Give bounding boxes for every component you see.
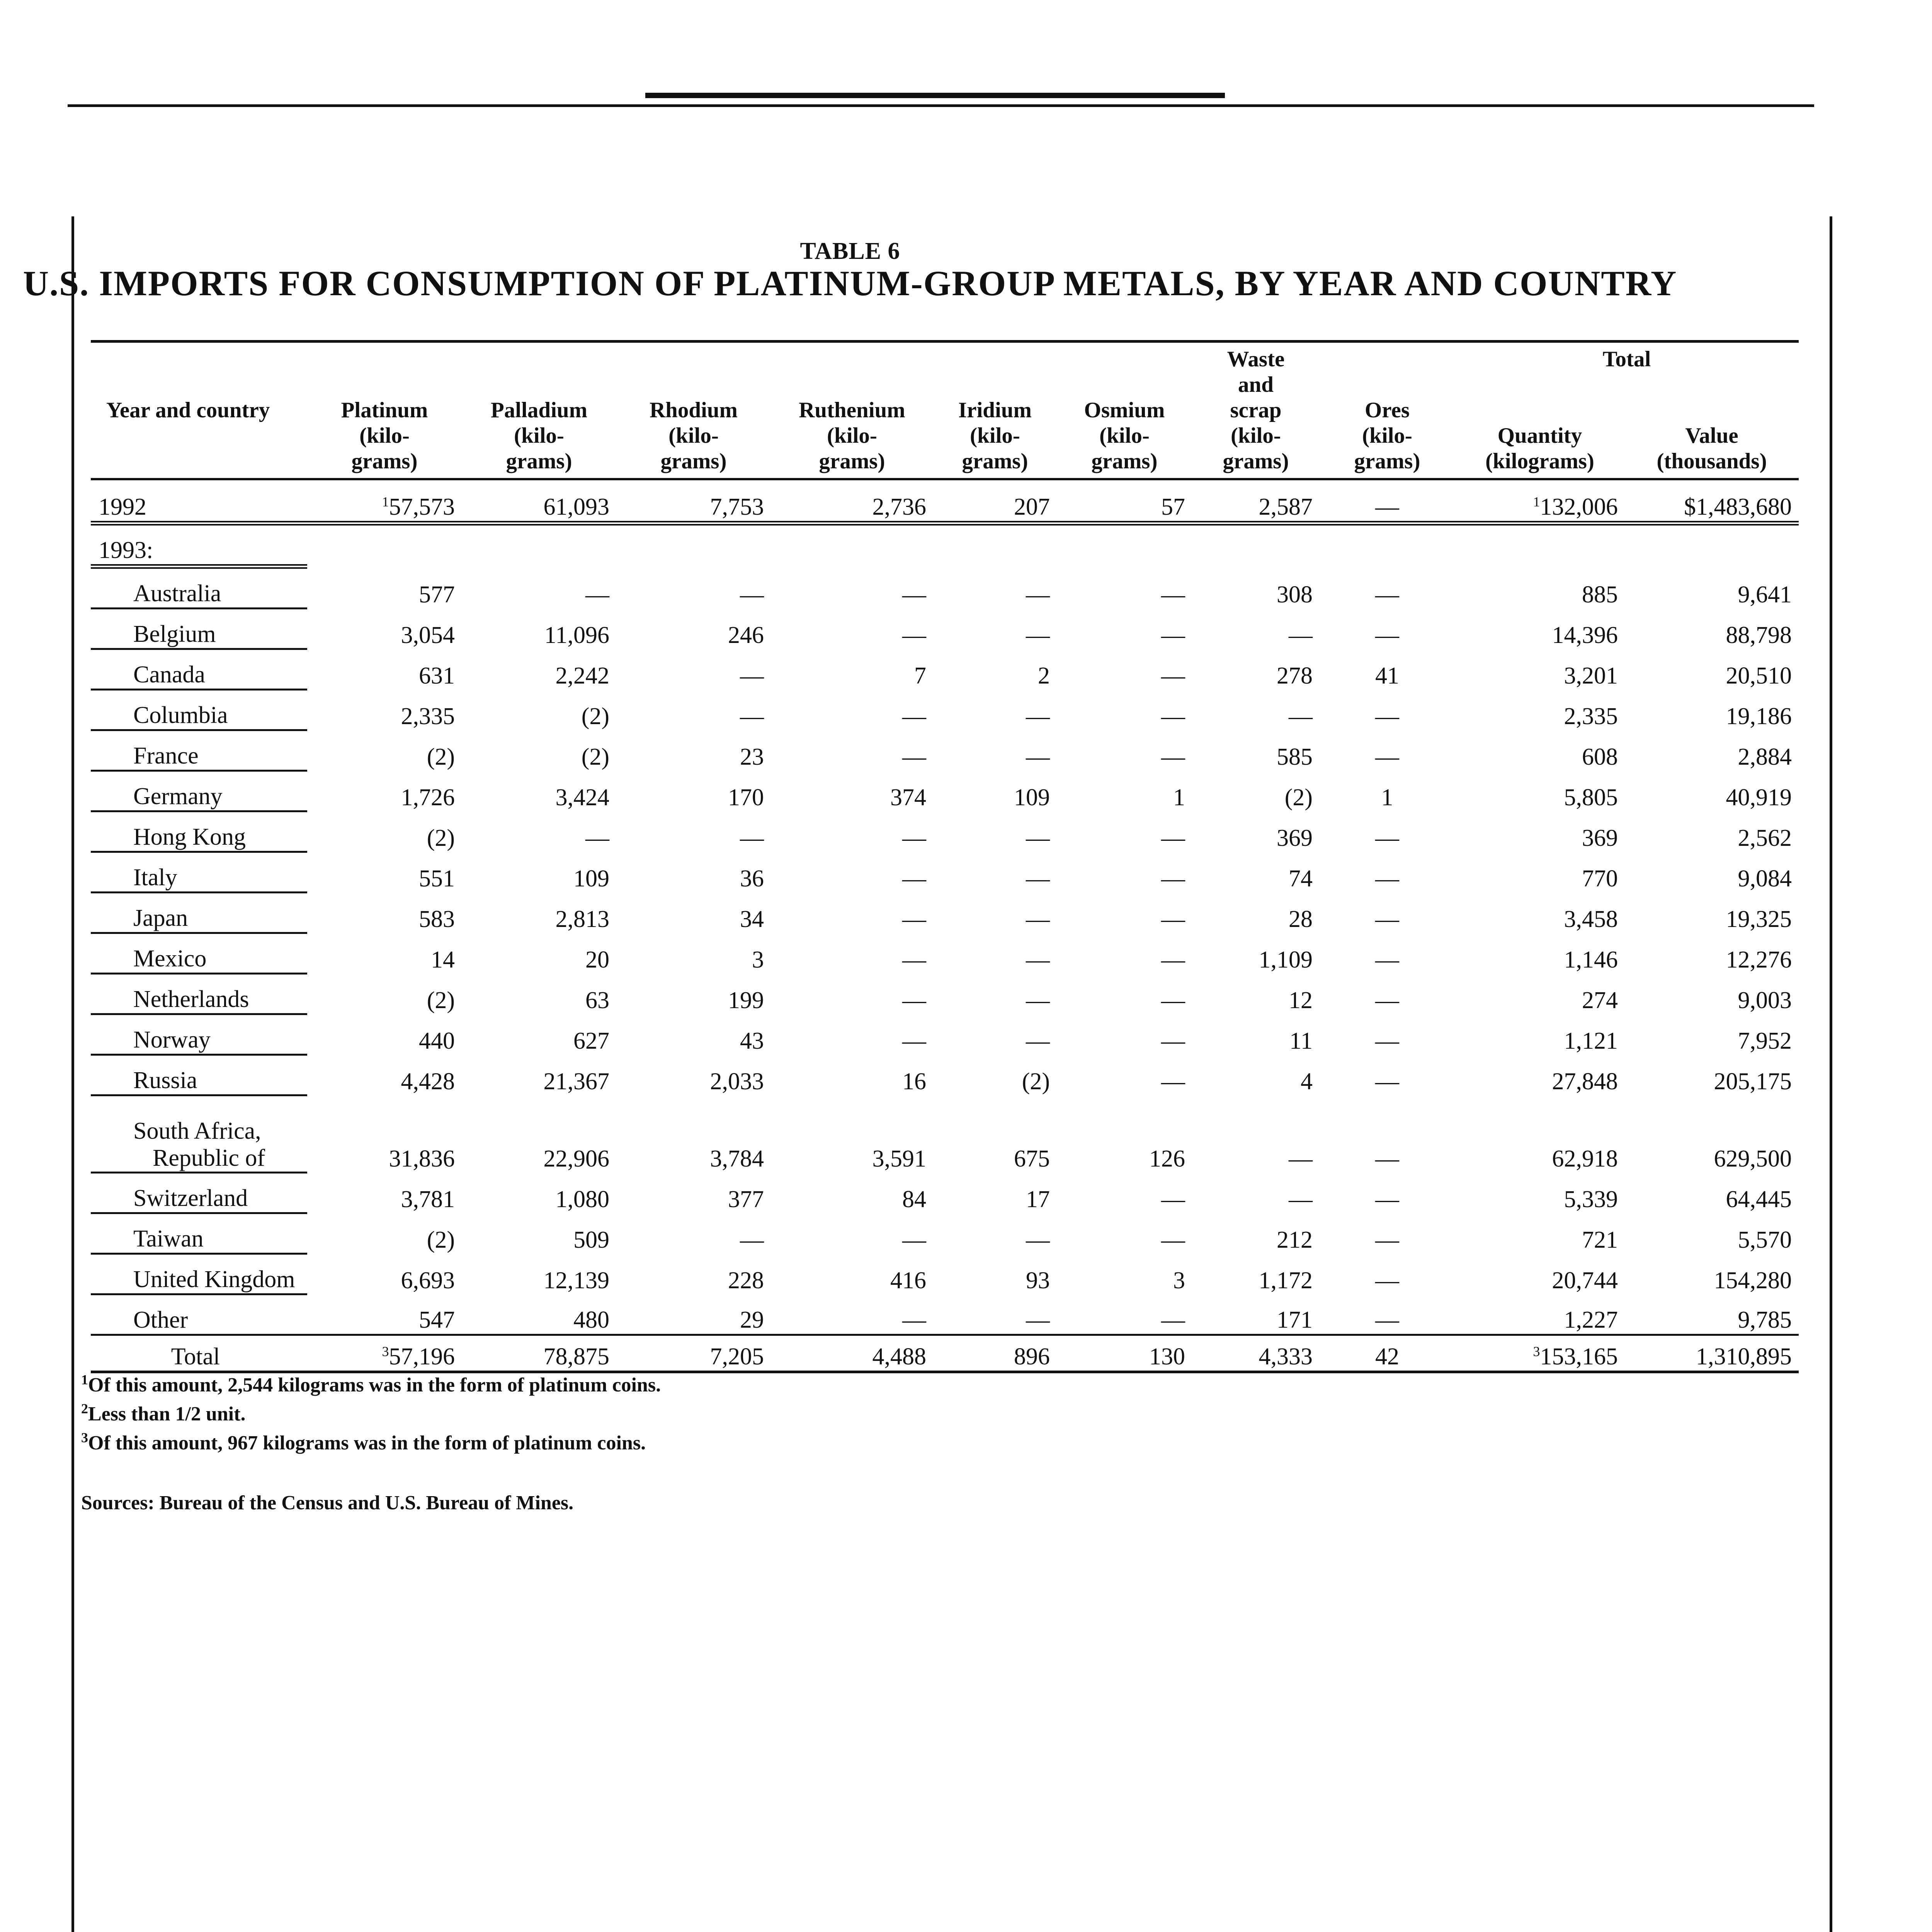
cell-iridium: 109 [1014,784,1050,811]
cell-palladium: 509 [573,1226,609,1253]
cell-quantity: 608 [1582,743,1618,770]
cell-value: $1,483,680 [1625,479,1799,523]
cell-ruthenium: 416 [890,1267,926,1294]
cell-ores: — [1375,622,1399,648]
cell-rhodium: 170 [728,784,764,811]
sources-note: Sources: Bureau of the Census and U.S. Bureau of Mines. [81,1492,574,1514]
cell-platinum: 3,781 [401,1186,455,1213]
cell-palladium: 2,242 [555,662,609,689]
cell-quantity: 20,744 [1552,1267,1618,1294]
cell-iridium: — [1026,946,1050,973]
cell-palladium: 109 [573,865,609,892]
cell-iridium: — [933,1294,1057,1335]
cell-osmium: — [1057,1294,1192,1335]
cell-value: 154,280 [1714,1267,1792,1294]
cell-rhodium: — [740,1226,764,1253]
cell-osmium: — [1161,1186,1185,1213]
table-row [91,1213,1799,1254]
cell-platinum: 2,335 [401,703,455,730]
cell-ruthenium: — [902,906,926,932]
cell-iridium: — [1026,622,1050,648]
cell-value: 9,641 [1738,581,1792,608]
cell-palladium: 20 [585,946,609,973]
cell-waste: — [1289,1145,1313,1172]
header-value: Value (thousands) [1625,392,1799,479]
cell-osmium: — [1161,946,1185,973]
cell-palladium: 1,080 [555,1186,609,1213]
cell-osmium: — [1161,743,1185,770]
cell-osmium: — [1161,906,1185,932]
footnote-1: $^1$Of this amount, 2,544 kilograms was in the form of platinum coins. [81,1372,661,1396]
table-row [91,1254,1799,1294]
row-1993-label [91,523,1799,566]
cell-ores: — [1320,1294,1455,1335]
cell-iridium: 17 [1026,1186,1050,1213]
cell-value: 9,003 [1738,987,1792,1014]
row-label: Total [171,1344,220,1370]
table-row [91,933,1799,974]
header-osmium: Osmium (kilo- grams) [1057,342,1192,480]
cell-ores: — [1375,1068,1399,1095]
cell-quantity: 770 [1582,865,1618,892]
cell-value: 19,325 [1726,906,1792,932]
imports-table [91,340,1799,1373]
cell-platinum: 631 [419,662,455,689]
cell-platinum: (2) [427,987,455,1014]
table-row [91,690,1799,730]
cell-ores: 41 [1375,662,1399,689]
cell-palladium: 63 [585,987,609,1014]
cell-ruthenium: — [902,865,926,892]
cell-ruthenium: 84 [902,1186,926,1213]
header-iridium: Iridium (kilo- grams) [933,342,1057,480]
top-rule [68,104,1814,107]
header-platinum: Platinum (kilo- grams) [307,342,462,480]
country-name: Italy [91,852,307,893]
cell-rhodium: 7,753 [616,479,771,523]
country-name: Mexico [91,933,307,974]
cell-value: 1,310,895 [1696,1344,1792,1370]
cell-ores: — [1375,581,1399,608]
cell-quantity: $^1$132,006 [1455,479,1625,523]
cell-osmium: — [1161,581,1185,608]
top-rule-thick [645,93,1225,98]
header-waste-scrap: Waste and scrap (kilo- grams) [1192,342,1320,480]
cell-osmium: 130 [1149,1344,1185,1370]
cell-iridium: 675 [1014,1145,1050,1172]
cell-platinum: 14 [431,946,455,973]
cell-value: 64,445 [1726,1186,1792,1213]
header-year-country: Year and country [91,342,307,480]
cell-waste: 369 [1277,825,1313,851]
cell-value: 9,785 [1625,1294,1799,1335]
country-name: Norway [91,1014,307,1055]
cell-rhodium: 36 [740,865,764,892]
cell-waste: — [1289,703,1313,730]
cell-rhodium: 3,784 [710,1145,764,1172]
cell-palladium: — [585,581,609,608]
cell-ruthenium: 7 [914,662,926,689]
cell-palladium: — [585,825,609,851]
left-margin-rule [71,216,74,1932]
cell-value: 7,952 [1738,1027,1792,1054]
country-name: Russia [91,1055,307,1095]
cell-rhodium: 228 [728,1267,764,1294]
cell-iridium: 93 [1026,1267,1050,1294]
cell-ruthenium: — [902,946,926,973]
cell-quantity: 369 [1582,825,1618,851]
cell-value: 19,186 [1726,703,1792,730]
country-name: Columbia [91,690,307,730]
cell-iridium: — [1026,581,1050,608]
cell-waste: 212 [1277,1226,1313,1253]
cell-iridium: 896 [1014,1344,1050,1370]
header-total: Total [1602,347,1651,371]
cell-quantity: 721 [1582,1226,1618,1253]
cell-waste: 12 [1289,987,1313,1014]
cell-iridium: — [1026,703,1050,730]
cell-waste: 1,172 [1259,1267,1313,1294]
cell-quantity: 1,146 [1564,946,1618,973]
table-row [91,771,1799,811]
cell-osmium: — [1161,987,1185,1014]
cell-platinum: 1,726 [401,784,455,811]
cell-palladium: 2,813 [555,906,609,932]
cell-waste: 4 [1301,1068,1313,1095]
cell-waste: 171 [1192,1294,1320,1335]
country-name: Australia [91,566,307,609]
cell-platinum: 31,836 [389,1145,455,1172]
cell-ruthenium: 3,591 [872,1145,926,1172]
table-row [91,609,1799,649]
cell-osmium: 1 [1173,784,1185,811]
cell-palladium: 12,139 [543,1267,609,1294]
cell-platinum: $^1$57,573 [307,479,462,523]
cell-value: 20,510 [1726,662,1792,689]
cell-rhodium: — [740,662,764,689]
cell-platinum: (2) [427,743,455,770]
cell-waste: 74 [1289,865,1313,892]
cell-waste: (2) [1284,784,1313,811]
table-row [91,893,1799,933]
cell-quantity: 5,805 [1564,784,1618,811]
cell-iridium: — [1026,743,1050,770]
cell-palladium: 22,906 [543,1145,609,1172]
cell-quantity: 274 [1582,987,1618,1014]
cell-iridium: 207 [933,479,1057,523]
table-row [91,1095,1799,1173]
header-ruthenium: Ruthenium (kilo- grams) [771,342,933,480]
cell-waste: 2,587 [1192,479,1320,523]
cell-ruthenium: — [902,1027,926,1054]
cell-osmium: 57 [1057,479,1192,523]
cell-waste: 1,109 [1259,946,1313,973]
footnote-3: $^3$Of this amount, 967 kilograms was in the form of platinum coins. [81,1430,646,1454]
cell-platinum: $^3$57,196 [382,1344,455,1370]
cell-osmium: — [1161,1027,1185,1054]
cell-palladium: 11,096 [544,622,609,648]
cell-waste: 278 [1277,662,1313,689]
cell-palladium: 480 [462,1294,616,1335]
cell-osmium: — [1161,1068,1185,1095]
cell-iridium: — [1026,1226,1050,1253]
cell-ores: — [1375,865,1399,892]
cell-rhodium: 246 [728,622,764,648]
cell-quantity: 1,121 [1564,1027,1618,1054]
cell-value: 12,276 [1726,946,1792,973]
cell-iridium: — [1026,1027,1050,1054]
table-row [91,730,1799,771]
cell-platinum: 583 [419,906,455,932]
cell-quantity: 2,335 [1564,703,1618,730]
country-name: United Kingdom [91,1254,307,1294]
country-name: Germany [91,771,307,811]
cell-rhodium: 29 [616,1294,771,1335]
cell-value: 2,884 [1738,743,1792,770]
cell-iridium: (2) [1022,1068,1050,1095]
cell-ruthenium: — [771,1294,933,1335]
table-row [91,811,1799,852]
cell-platinum: 577 [419,581,455,608]
cell-waste: 11 [1289,1027,1313,1054]
cell-palladium: (2) [581,743,609,770]
cell-ores: 1 [1381,784,1393,811]
cell-rhodium: 199 [728,987,764,1014]
cell-rhodium: 2,033 [710,1068,764,1095]
header-ores: Ores (kilo- grams) [1320,342,1455,480]
cell-iridium: 2 [1038,662,1050,689]
cell-waste: 585 [1277,743,1313,770]
cell-osmium: — [1161,703,1185,730]
cell-value: 629,500 [1714,1145,1792,1172]
header-rhodium: Rhodium (kilo- grams) [616,342,771,480]
row-1992 [91,479,1799,523]
country-name: Taiwan [91,1213,307,1254]
cell-ores: — [1375,743,1399,770]
cell-value: 5,570 [1738,1226,1792,1253]
country-name: Netherlands [91,974,307,1014]
footnote-2: $^2$Less than 1/2 unit. [81,1401,246,1425]
cell-osmium: — [1161,662,1185,689]
cell-value: 40,919 [1726,784,1792,811]
cell-ores: — [1375,1267,1399,1294]
cell-ruthenium: — [902,581,926,608]
cell-ruthenium: — [902,743,926,770]
cell-rhodium: 7,205 [710,1344,764,1370]
cell-rhodium: — [740,703,764,730]
table-row [91,566,1799,609]
cell-platinum: 4,428 [401,1068,455,1095]
cell-waste: — [1289,1186,1313,1213]
cell-ruthenium: 4,488 [872,1344,926,1370]
cell-quantity: 1,227 [1455,1294,1625,1335]
cell-ruthenium: 374 [890,784,926,811]
country-name: South Africa, Republic of [91,1095,307,1173]
cell-ruthenium: — [902,622,926,648]
cell-platinum: (2) [427,825,455,851]
cell-quantity: 3,201 [1564,662,1618,689]
header-quantity: Quantity (kilograms) [1455,392,1625,479]
cell-quantity: 3,458 [1564,906,1618,932]
cell-palladium: 21,367 [543,1068,609,1095]
table-row [91,974,1799,1014]
table-row [91,1014,1799,1055]
row-label: 1993: [91,523,307,566]
cell-rhodium: 23 [740,743,764,770]
cell-rhodium: 3 [752,946,764,973]
cell-osmium: 126 [1149,1145,1185,1172]
cell-ores: — [1375,987,1399,1014]
cell-ruthenium: 16 [902,1068,926,1095]
cell-platinum: 551 [419,865,455,892]
cell-waste: 28 [1289,906,1313,932]
cell-ores: 42 [1375,1344,1399,1370]
cell-platinum: 3,054 [401,622,455,648]
cell-quantity: 885 [1582,581,1618,608]
row-label: 1992 [91,479,307,523]
cell-rhodium: — [740,825,764,851]
cell-value: 88,798 [1726,622,1792,648]
cell-platinum: 6,693 [401,1267,455,1294]
cell-ruthenium: — [902,703,926,730]
right-margin-rule [1830,216,1832,1932]
table-row [91,1173,1799,1213]
cell-iridium: — [1026,987,1050,1014]
country-name: Belgium [91,609,307,649]
cell-ores: — [1375,825,1399,851]
cell-osmium: — [1161,622,1185,648]
cell-value: 9,084 [1738,865,1792,892]
table-row [91,1294,1799,1335]
cell-iridium: — [1026,865,1050,892]
cell-waste: 308 [1277,581,1313,608]
cell-palladium: (2) [581,703,609,730]
cell-quantity: 27,848 [1552,1068,1618,1095]
cell-ores: — [1375,906,1399,932]
cell-quantity: 62,918 [1552,1145,1618,1172]
cell-iridium: — [1026,825,1050,851]
cell-ores: — [1375,703,1399,730]
header-palladium: Palladium (kilo- grams) [462,342,616,480]
cell-palladium: 61,093 [462,479,616,523]
cell-ruthenium: — [902,987,926,1014]
country-name: Switzerland [91,1173,307,1213]
cell-ores: — [1320,479,1455,523]
cell-ores: — [1375,1226,1399,1253]
table-row [91,649,1799,690]
table-title: U.S. IMPORTS FOR CONSUMPTION OF PLATINUM-GROUP METALS, BY YEAR AND COUNTRY [23,264,1677,303]
cell-osmium: 3 [1173,1267,1185,1294]
country-name: Hong Kong [91,811,307,852]
cell-platinum: 440 [419,1027,455,1054]
cell-waste: — [1289,622,1313,648]
cell-platinum: (2) [427,1226,455,1253]
cell-palladium: 3,424 [555,784,609,811]
country-name: Japan [91,893,307,933]
cell-rhodium: 377 [728,1186,764,1213]
cell-waste: 4,333 [1259,1344,1313,1370]
cell-quantity: 14,396 [1552,622,1618,648]
cell-ores: — [1375,1186,1399,1213]
cell-palladium: 627 [573,1027,609,1054]
cell-value: 205,175 [1714,1068,1792,1095]
cell-ruthenium: 2,736 [771,479,933,523]
country-name: France [91,730,307,771]
cell-osmium: — [1161,1226,1185,1253]
cell-ores: — [1375,1145,1399,1172]
cell-quantity: $^3$153,165 [1533,1344,1618,1370]
cell-rhodium: — [740,581,764,608]
cell-quantity: 5,339 [1564,1186,1618,1213]
cell-osmium: — [1161,865,1185,892]
cell-rhodium: 43 [740,1027,764,1054]
cell-ruthenium: — [902,1226,926,1253]
cell-value: 2,562 [1738,825,1792,851]
cell-palladium: 78,875 [543,1344,609,1370]
table-caption-label: TABLE 6 [800,238,900,264]
cell-ores: — [1375,1027,1399,1054]
country-name: Other [91,1294,307,1335]
cell-ores: — [1375,946,1399,973]
table-row [91,852,1799,893]
country-name: Canada [91,649,307,690]
row-total [91,1335,1799,1372]
cell-platinum: 547 [307,1294,462,1335]
table-row [91,1055,1799,1095]
cell-osmium: — [1161,825,1185,851]
cell-iridium: — [1026,906,1050,932]
cell-ruthenium: — [902,825,926,851]
cell-rhodium: 34 [740,906,764,932]
